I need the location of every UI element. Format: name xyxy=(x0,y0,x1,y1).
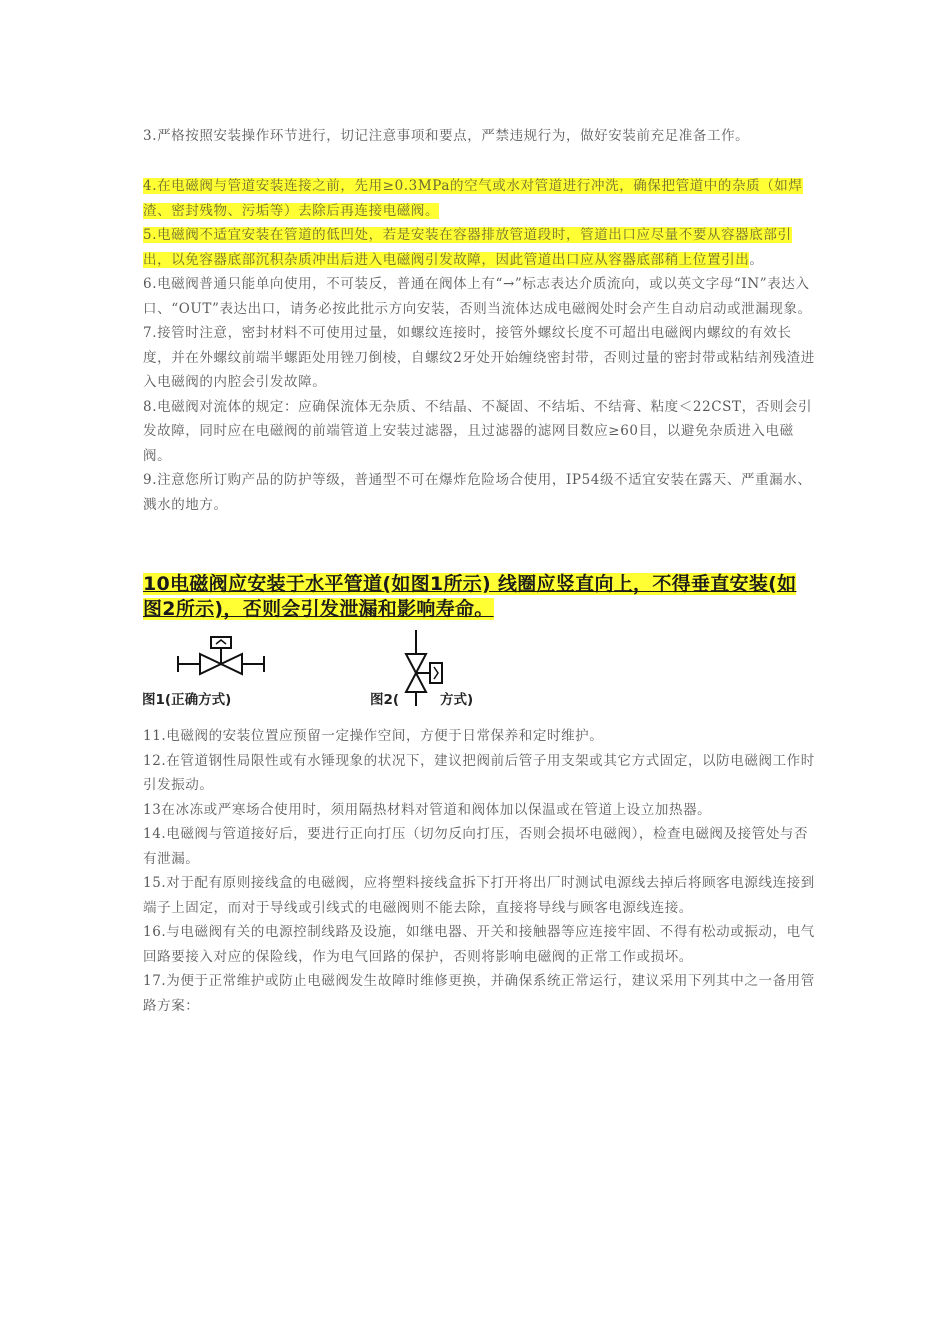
valve-horizontal-icon xyxy=(178,637,264,674)
paragraph-tail: 。 xyxy=(749,251,764,268)
figure-2-caption-right: 方式) xyxy=(440,692,474,708)
installation-note-10 xyxy=(143,572,815,622)
paragraph-11: 11.电磁阀的安装位置应预留一定操作空间，方便于日常保养和定时维护。 xyxy=(143,728,604,744)
valve-figures xyxy=(140,628,540,714)
highlighted-text: 4.在电磁阀与管道安装连接之前，先用≥0.3MPa的空气或水对管道进行冲洗，确保把管道中的杂质（如焊渣、密封残物、污垢等）去除后再连接电磁阀。 xyxy=(143,178,803,219)
paragraph-17: 17.为便于正常维护或防止电磁阀发生故障时维修更换，并确保系统正常运行，建议采用下列其中之一备用管路方案： xyxy=(143,973,815,1014)
paragraph-text: 3.严格按照安装操作环节进行，切记注意事项和要点，严禁违规行为，做好安装前充足准备工作。 xyxy=(143,128,750,144)
valve-vertical-icon xyxy=(406,630,442,706)
highlighted-text: 5.电磁阀不适宜安装在管道的低凹处，若是安装在容器排放管道段时，管道出口应尽量不要从容器底部引出，以免容器底部沉积杂质冲出后进入电磁阀引发故障，因此管道出口应从容器底部稍上位置引出 xyxy=(143,227,792,268)
highlighted-bold-text: 10电磁阀应安装于水平管道(如图1所示) 线圈应竖直向上，不得垂直安装(如图2所示)，否则会引发泄漏和影响寿命。 xyxy=(143,573,797,620)
paragraph-group-top xyxy=(143,174,815,517)
paragraph-8: 8.电磁阀对流体的规定：应确保流体无杂质、不结晶、不凝固、不结垢、不结膏、粘度＜22CST，否则会引发故障，同时应在电磁阀的前端管道上安装过滤器，且过滤器的滤网目数应≥60目，以避免杂质进入电磁阀。 xyxy=(143,398,813,464)
paragraph-9: 9.注意您所订购产品的防护等级，普通型不可在爆炸危险场合使用，IP54级不适宜安装在露天、严重漏水、溅水的地方。 xyxy=(143,472,812,513)
figure-1-caption: 图1(正确方式) xyxy=(142,692,232,708)
paragraph-3 xyxy=(143,124,815,149)
paragraph-14: 14.电磁阀与管道接好后，要进行正向打压（切勿反向打压，否则会损坏电磁阀），检查电磁阀及接管处与否有泄漏。 xyxy=(143,826,809,867)
paragraph-6: 6.电磁阀普通只能单向使用，不可装反，普通在阀体上有“→”标志表达介质流向，或以英文字母“IN”表达入口、“OUT”表达出口，请务必按此批示方向安装，否则当流体达成电磁阀处时会产生自动启动或泄漏现象。 xyxy=(143,276,812,317)
paragraph-7: 7.接管时注意，密封材料不可使用过量，如螺纹连接时，接管外螺纹长度不可超出电磁阀内螺纹的有效长度，并在外螺纹前端半螺距处用锉刀倒棱，自螺纹2牙处开始缠绕密封带，否则过量的密封带或粘结剂残渣进入电磁阀的内腔会引发故障。 xyxy=(143,325,815,390)
paragraph-4 xyxy=(143,174,815,223)
paragraph-5 xyxy=(143,223,815,272)
figure-2-caption-left: 图2( xyxy=(370,692,400,708)
paragraph-group-bottom xyxy=(143,724,815,1018)
paragraph-12: 12.在管道钢性局限性或有水锤现象的状况下，建议把阀前后管子用支架或其它方式固定，以防电磁阀工作时引发振动。 xyxy=(143,752,815,793)
paragraph-13: 13在冰冻或严寒场合使用时，须用隔热材料对管道和阀体加以保温或在管道上设立加热器。 xyxy=(143,801,712,818)
paragraph-16: 16.与电磁阀有关的电源控制线路及设施，如继电器、开关和接触器等应连接牢固、不得有松动或振动，电气回路要接入对应的保险线，作为电气回路的保护，否则将影响电磁阀的正常工作或损坏。 xyxy=(143,924,815,965)
paragraph-15: 15.对于配有原则接线盒的电磁阀，应将塑料接线盒拆下打开将出厂时测试电源线去掉后将顾客电源线连接到端子上固定，而对于导线或引线式的电磁阀则不能去除，直接将导线与顾客电源线连接。 xyxy=(143,875,815,916)
